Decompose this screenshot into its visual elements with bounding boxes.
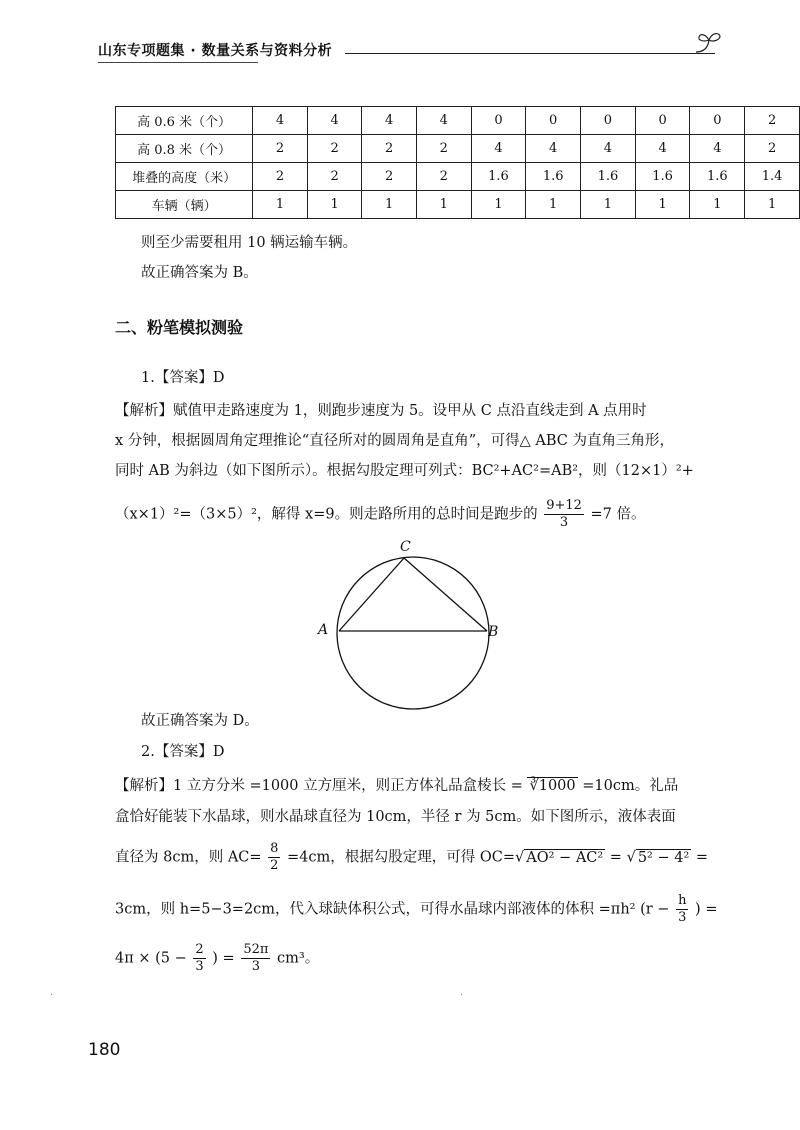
table-cell: 1 bbox=[362, 191, 417, 219]
table-cell: 2 bbox=[745, 135, 800, 163]
q2-text: = bbox=[605, 849, 627, 866]
table-row bbox=[116, 163, 800, 191]
q2-explanation-line bbox=[115, 893, 717, 926]
table-cell: 1.6 bbox=[635, 163, 690, 191]
table-cell: 0 bbox=[690, 107, 745, 135]
q1-answer-head: 1.【答案】D bbox=[141, 370, 225, 386]
q1-explanation-line: 同时 AB 为斜边（如下图所示）。根据勾股定理可列式：BC²+AC²=AB²，则（12×1）²+ bbox=[115, 463, 694, 479]
table-cell: 1.4 bbox=[745, 163, 800, 191]
table-cell: 0 bbox=[471, 107, 526, 135]
q2-text: 【解析】1 立方分米 =1000 立方厘米，则正方体礼品盒棱长 = bbox=[115, 778, 528, 794]
table-cell: 1 bbox=[581, 191, 636, 219]
table-cell: 2 bbox=[362, 163, 417, 191]
table-cell: 1.6 bbox=[471, 163, 526, 191]
point-label-a: A bbox=[318, 622, 329, 638]
numerator: 8 bbox=[270, 841, 279, 856]
table-row bbox=[116, 191, 800, 219]
denominator: 3 bbox=[195, 959, 204, 974]
q2-explanation-line bbox=[115, 942, 319, 975]
q1-explanation-line: x 分钟，根据圆周角定理推论“直径所对的圆周角是直角”，可得△ ABC 为直角三角形， bbox=[115, 433, 674, 449]
q1-explanation-line bbox=[115, 498, 646, 531]
table-cell: 1 bbox=[417, 191, 472, 219]
denominator: 2 bbox=[270, 858, 279, 873]
header-rule bbox=[345, 53, 715, 54]
table-cell: 0 bbox=[526, 107, 581, 135]
chord-cb bbox=[404, 558, 487, 631]
paren: ) = bbox=[212, 950, 235, 967]
table-cell: 1 bbox=[635, 191, 690, 219]
q2-explanation-line: 盒恰好能装下水晶球，则水晶球直径为 10cm，半径 r 为 5cm。如下图所示，液体表面 bbox=[115, 809, 676, 825]
table-cell: 1.6 bbox=[581, 163, 636, 191]
q2-text: =4cm，根据勾股定理，可得 OC= bbox=[287, 849, 516, 866]
table-cell: 4 bbox=[526, 135, 581, 163]
paren: (r − bbox=[640, 901, 670, 918]
q2-explanation-line: 直径为 8cm，则 AC= $\frac{8}{2}$ =4cm，根据勾股定理，可得 OC=√ AO² − AC² = √ 5² − 4² = bbox=[115, 841, 709, 873]
table-cell: 1 bbox=[690, 191, 745, 219]
fraction bbox=[193, 942, 205, 975]
table-cell: 4 bbox=[307, 107, 362, 135]
header-underline bbox=[98, 62, 258, 63]
table-cell: 1 bbox=[745, 191, 800, 219]
page-number: 180 bbox=[88, 1040, 121, 1060]
table-cell: 4 bbox=[581, 135, 636, 163]
row-label: 高 0.6 米（个） bbox=[116, 107, 253, 135]
denominator: 3 bbox=[678, 910, 687, 925]
fraction bbox=[268, 841, 280, 874]
q2-text: = bbox=[691, 849, 709, 866]
table-row bbox=[116, 135, 800, 163]
row-label: 高 0.8 米（个） bbox=[116, 135, 253, 163]
denominator: 3 bbox=[559, 515, 569, 530]
sprout-icon bbox=[694, 30, 724, 56]
table-cell: 1 bbox=[471, 191, 526, 219]
q2-text: 直径为 8cm，则 AC= bbox=[115, 849, 262, 866]
fraction bbox=[544, 498, 584, 531]
circle-diagram bbox=[330, 555, 500, 715]
paragraph: 则至少需要租用 10 辆运输车辆。 bbox=[141, 235, 358, 251]
denominator: 3 bbox=[251, 959, 260, 974]
q2-text: cm³。 bbox=[277, 950, 320, 967]
table-cell: 2 bbox=[362, 135, 417, 163]
row-label: 堆叠的高度（米） bbox=[116, 163, 253, 191]
q2-text: 4π × bbox=[115, 950, 151, 967]
table-cell: 2 bbox=[253, 163, 308, 191]
table-cell: 0 bbox=[581, 107, 636, 135]
table-cell: 2 bbox=[745, 107, 800, 135]
table-cell: 1.6 bbox=[690, 163, 745, 191]
numerator: 9+12 bbox=[546, 498, 582, 513]
fraction bbox=[676, 893, 688, 926]
row-label: 车辆（辆） bbox=[116, 191, 253, 219]
table-cell: 1 bbox=[253, 191, 308, 219]
q1-explanation-line: 【解析】赋值甲走路速度为 1，则跑步速度为 5。设甲从 C 点沿直线走到 A 点用时 bbox=[115, 403, 647, 419]
numerator: 2 bbox=[195, 942, 204, 957]
scan-speck: · bbox=[460, 990, 464, 1001]
numerator: h bbox=[678, 893, 687, 908]
loading-table bbox=[115, 106, 800, 219]
cube-root: ∛1000 bbox=[529, 778, 576, 794]
square-root: AO² − AC² bbox=[526, 849, 604, 866]
table-cell: 4 bbox=[362, 107, 417, 135]
section-heading: 二、粉笔模拟测验 bbox=[115, 318, 244, 337]
q1-text: =7 倍。 bbox=[590, 506, 646, 523]
table-cell: 4 bbox=[690, 135, 745, 163]
table-row bbox=[116, 107, 800, 135]
circle-outline bbox=[337, 557, 489, 709]
q1-text: （x×1）²=（3×5）²，解得 x=9。则走路所用的总时间是跑步的 bbox=[115, 506, 538, 523]
table-cell: 2 bbox=[307, 163, 362, 191]
table-cell: 4 bbox=[253, 107, 308, 135]
table-cell: 1 bbox=[307, 191, 362, 219]
table-cell: 1 bbox=[526, 191, 581, 219]
table-cell: 2 bbox=[307, 135, 362, 163]
table-cell: 2 bbox=[417, 135, 472, 163]
table-cell: 2 bbox=[253, 135, 308, 163]
table-cell: 0 bbox=[635, 107, 690, 135]
paren: ) = bbox=[695, 901, 718, 918]
running-header: 山东专项题集 · 数量关系与资料分析 bbox=[98, 43, 333, 59]
table-cell: 4 bbox=[635, 135, 690, 163]
table-cell: 2 bbox=[417, 163, 472, 191]
point-label-b: B bbox=[488, 624, 499, 640]
answer-line: 故正确答案为 B。 bbox=[141, 265, 258, 281]
paren: (5 − bbox=[155, 950, 187, 967]
scan-speck: · bbox=[50, 990, 54, 1001]
square-root: 5² − 4² bbox=[637, 849, 690, 866]
q2-text: =10cm。礼品 bbox=[577, 778, 679, 794]
q2-answer-head: 2.【答案】D bbox=[141, 744, 225, 760]
fraction bbox=[241, 942, 270, 975]
table-cell: 1.6 bbox=[526, 163, 581, 191]
table-cell: 4 bbox=[471, 135, 526, 163]
q2-text: 3cm，则 h=5−3=2cm，代入球缺体积公式，可得水晶球内部液体的体积 =πh² bbox=[115, 901, 636, 918]
numerator: 52π bbox=[243, 942, 269, 957]
answer-line: 故正确答案为 D。 bbox=[141, 713, 259, 729]
q2-explanation-line bbox=[115, 775, 678, 797]
point-label-c: C bbox=[400, 539, 411, 555]
table-cell: 4 bbox=[417, 107, 472, 135]
